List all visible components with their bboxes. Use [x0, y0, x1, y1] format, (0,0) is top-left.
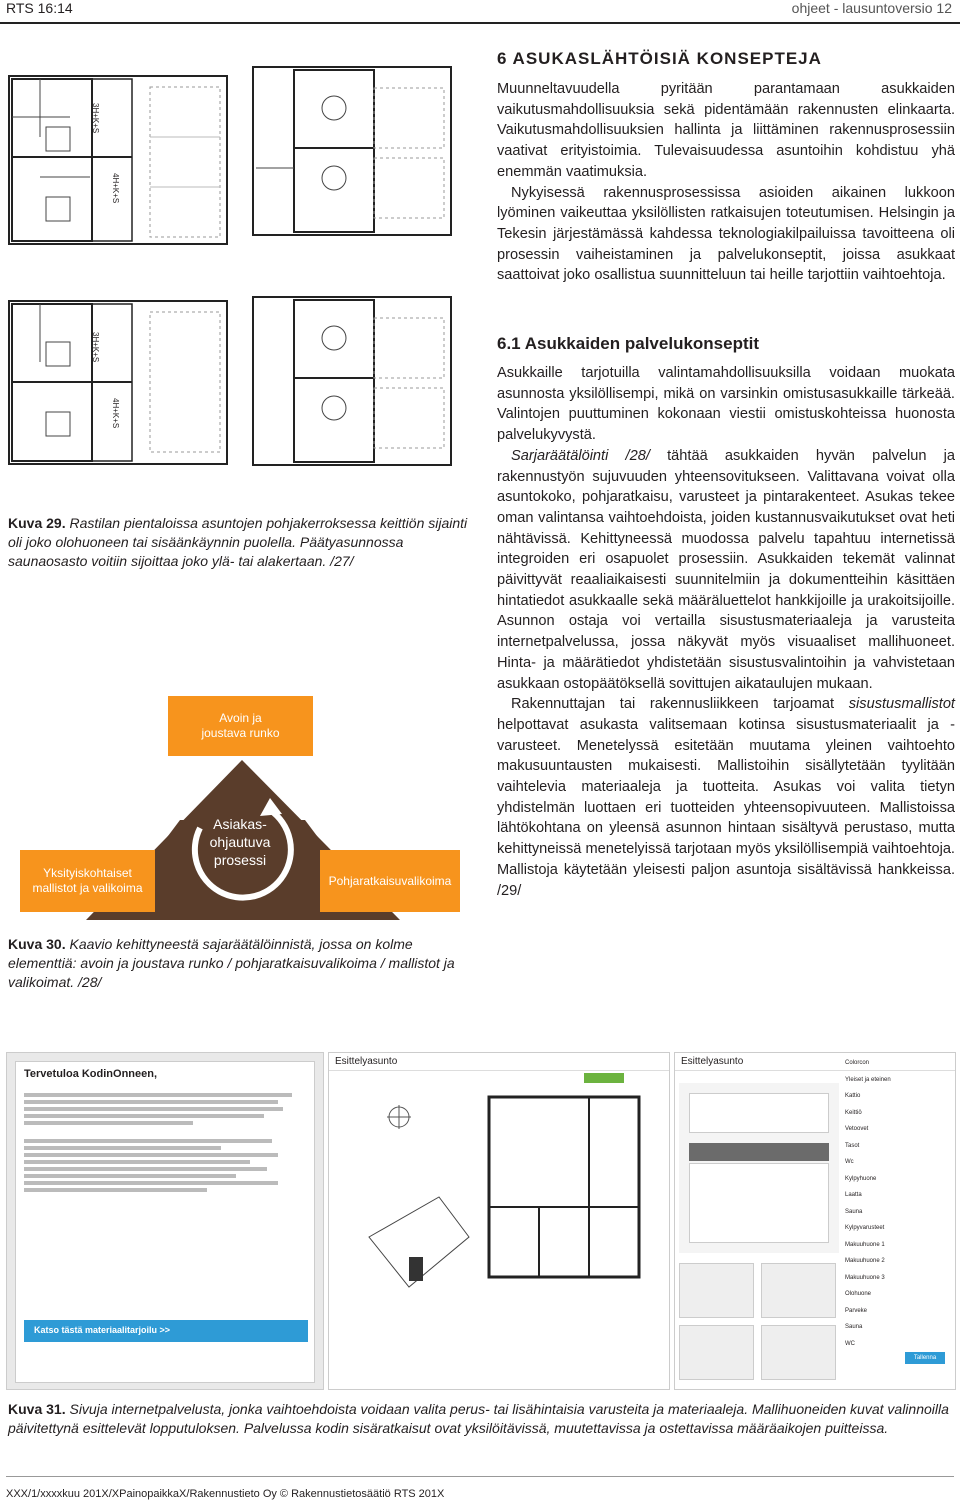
screenshot-welcome — [6, 1052, 324, 1390]
floor-plan-b-drawing — [254, 68, 450, 234]
menu-item[interactable]: Sauna — [845, 1324, 863, 1330]
menu-item[interactable]: Sauna — [845, 1208, 863, 1215]
floor-plan-c — [8, 300, 228, 465]
section-6-1-p2-text: tähtää asukkaiden hyvän palvelun ja rakennustyön sujuvuuden yhteensovitukseen. Valittavana voivat olla asuntokoko, pohjaratkaisu, varusteet ja pintarakenteet. Asukas tekee oman valintansa vaihtoehdoista, joiden kustannusvaikutukset ovat heti nähtävissä. Kehittyneessä muodossa palvelu tapahtuu internetissä integroiden eri osapuolet prosessiin. Asukkaiden tekemät valinnat päivittyvät reaaliaikaisesti suunnitelmiin ja dokumentteihin käsittäen hintatiedot asukkaalle sekä määräluettelot hankkijoille ja urakoitsijoille. Asunnon ostaja voi vertailla sisustusmateriaaleja ja varusteita internetpalvelussa, jossa näkyvät myös visuaaliset mallihuoneet. Hinta- ja määrätiedot yhdistetään sisustusvalintoihin ja vahvistetaan asukkaan ostopäätöksellä sovittujen aikataulujen mukaan. — [497, 447, 956, 692]
section-6-1-p1: Asukkaille tarjotuilla valintamahdollisuuksilla voidaan muokata asunnosta yksilöllisempi, mikä on varsinkin omistusasukkaille tärkeää. Valintojen puuttuminen kokonaan viestii omistuskohteissa huonosta palvelukyvystä. — [497, 365, 955, 444]
menu-item[interactable]: Colorcon — [845, 1060, 870, 1066]
shot2-title: Esittelyasunto — [329, 1053, 669, 1071]
options-menu — [845, 1055, 953, 1364]
diagram-center-text: Asiakas-ohjautuva prosessi — [209, 816, 271, 868]
shot3-title: Esittelyasunto — [675, 1053, 955, 1071]
plan-c-label-2: 4H+K+S — [111, 398, 120, 429]
plan-a-label-2: 4H+K+S — [111, 173, 120, 204]
section-6-1-title: 6.1 Asukkaiden palvelukonseptit — [497, 334, 760, 353]
floor-plan-c-drawing — [10, 302, 226, 463]
section-6-1-p3-a: Rakennuttajan tai rakennusliikkeen tarjoamat — [511, 696, 849, 713]
figure-caption-29 — [8, 514, 468, 571]
menu-item[interactable]: Kattio — [845, 1093, 861, 1099]
section-6-body — [497, 79, 955, 286]
caption-30-label: Kuva 30. — [8, 936, 66, 952]
web-service-screenshots — [6, 1052, 956, 1390]
menu-item[interactable]: Olohuone — [845, 1291, 872, 1297]
header-right: ohjeet - lausuntoversio 12 — [791, 0, 952, 16]
menu-item[interactable]: Kylpyvarusteet — [845, 1225, 885, 1231]
welcome-text-lines — [16, 1086, 314, 1199]
menu-item[interactable]: Laatta — [845, 1192, 862, 1198]
menu-item[interactable]: Yleiset ja eteinen — [845, 1076, 891, 1083]
floor-plan-a — [8, 75, 228, 245]
footer-rule — [6, 1476, 954, 1477]
header-rule — [0, 22, 960, 24]
section-6-title: 6 ASUKASLÄHTÖISIÄ KONSEPTEJA — [497, 49, 822, 68]
menu-item[interactable]: Kylpyhuone — [845, 1175, 877, 1182]
screenshot-kitchen — [674, 1052, 956, 1390]
header-left: RTS 16:14 — [6, 0, 73, 16]
menu-item[interactable]: Vetoovet — [845, 1126, 869, 1132]
caption-31-text: Sivuja internetpalvelusta, jonka vaihtoehdoista voidaan valita perus- tai lisähintaisia varusteita ja materiaaleja. Mallihuoneiden kuvat valinnoilla päivitettynä esittelevät lopputuloksen. Palvelussa kodin sisäratkaisut ovat yksilöitävissä, muutettavissa ja ostettavissa määräaikojen puitteissa. — [8, 1401, 949, 1436]
shot2-plan-drawing — [329, 1087, 669, 1387]
figure-caption-30 — [8, 935, 468, 992]
floor-plan-b — [252, 66, 452, 236]
section-6-1-p3-b: helpottavat asukasta valitsemaan kotinsa sisustusmateriaalit ja -varusteet. Menetelyssä esitetään muutama yleinen vaihtoehto makusuuntausten mukaisesti. Mallistoihin sisällytetään tyylitään vaihtelevia materiaaleja ja tuotteita. Asukas voi valita tietyn yhdistelmän luottaen eri tuotteiden yhteensopivuuteen. Mallistoissa lähtökohtana on yleensä asunnon hintaan sisältyvä perustaso, mutta kehittyneissä menetelyissä tarjotaan myös yksilöllisempiä vaihtoehtoja. Mallistoja käytetään yleisesti paljon asuntoja sisältävissä hankkeissa. /29/ — [497, 716, 955, 899]
diagram-right-box: Pohjaratkaisuvalikoima — [320, 850, 460, 912]
welcome-panel — [15, 1061, 315, 1383]
menu-item[interactable]: Makuuhuone 3 — [845, 1274, 885, 1281]
caption-29-text: Rastilan pientaloissa asuntojen pohjakerroksessa keittiön sijainti oli joko olohuoneen tai sisäänkäynnin puolella. Päätyasunnossa saunaosasto voitiin sijoittaa joko ylä- tai alakertaan. /27/ — [8, 515, 468, 569]
section-6-1-p2-italic: Sarjaräätälöinti /28/ — [511, 447, 650, 464]
menu-item[interactable]: Wc — [845, 1159, 854, 1165]
diagram-left-box: Yksityiskohtaiset mallistot ja valikoima — [20, 850, 155, 912]
menu-item[interactable]: Tasot — [845, 1142, 860, 1149]
section-6-p1: Muunneltavuudella pyritään parantamaan asukkaiden vaikutusmahdollisuuksia sekä pidentämään rakennusten elinkaarta. Vaikutusmahdollisuuksien hallinta ja liittäminen rakennusprosessiin vaativat erityistoimia. Tulevaisuudessa asuntoihin kohdistuu yhä enemmän vaatimuksia. — [497, 81, 955, 180]
floor-plan-d — [252, 296, 452, 466]
save-button[interactable]: Tallenna — [905, 1352, 945, 1364]
kitchen-thumbnails — [679, 1263, 839, 1383]
customization-diagram — [20, 690, 465, 920]
caption-29-label: Kuva 29. — [8, 515, 66, 531]
footer-text: XXX/1/xxxxkuu 201X/XPainopaikkaX/Rakennustieto Oy © Rakennustietosäätiö RTS 201X — [6, 1488, 445, 1500]
kitchen-image — [679, 1083, 839, 1253]
figure-caption-31 — [8, 1400, 956, 1438]
menu-item[interactable]: Parveke — [845, 1307, 868, 1314]
menu-item[interactable]: WC — [845, 1340, 855, 1347]
section-6-1-body — [497, 363, 955, 901]
screenshot-floorplan — [328, 1052, 670, 1390]
menu-item[interactable]: Makuuhuone 1 — [845, 1241, 885, 1248]
shot2-green-button[interactable] — [584, 1073, 624, 1083]
section-6-p2: Nykyisessä rakennusprosessissa asioiden aikainen lukkoon lyöminen vaikeuttaa yksilöllisten ratkaisujen toteutumisen. Helsingin ja Tekesin järjestämässä kahdessa teknologiakilpailuissa tavoitteena oli prosessin vaiheistaminen ja palvelukonseptit, joissa asukkaat saattoivat joko osallistua suunnitteluun tai heille tarjottiin vaihtoehtoja. — [497, 184, 955, 284]
caption-31-label: Kuva 31. — [8, 1401, 66, 1417]
section-6-1-p2 — [497, 446, 955, 694]
floor-plan-d-drawing — [254, 298, 450, 464]
section-6-1-p3-italic: sisustusmallistot — [848, 696, 955, 713]
plan-a-label-1: 3H+K+S — [91, 103, 100, 134]
caption-30-text: Kaavio kehittyneestä sajaräätälöinnistä, jossa on kolme elementtiä: avoin ja joustava runko / pohjaratkaisuvalikoima / mallistot ja valikoimat. /28/ — [8, 936, 455, 990]
plan-c-label-1: 3H+K+S — [91, 332, 100, 363]
diagram-top-box: Avoin ja joustava runko — [168, 696, 313, 756]
section-6-1-p3 — [497, 694, 955, 901]
materials-button[interactable]: Katso tästä materiaalitarjoilu >> — [24, 1320, 308, 1342]
floor-plan-a-drawing — [10, 77, 226, 243]
menu-item[interactable]: Makuuhuone 2 — [845, 1258, 885, 1264]
menu-item[interactable]: Keittiö — [845, 1109, 862, 1116]
welcome-title: Tervetuloa KodinOnneen, — [24, 1068, 158, 1080]
